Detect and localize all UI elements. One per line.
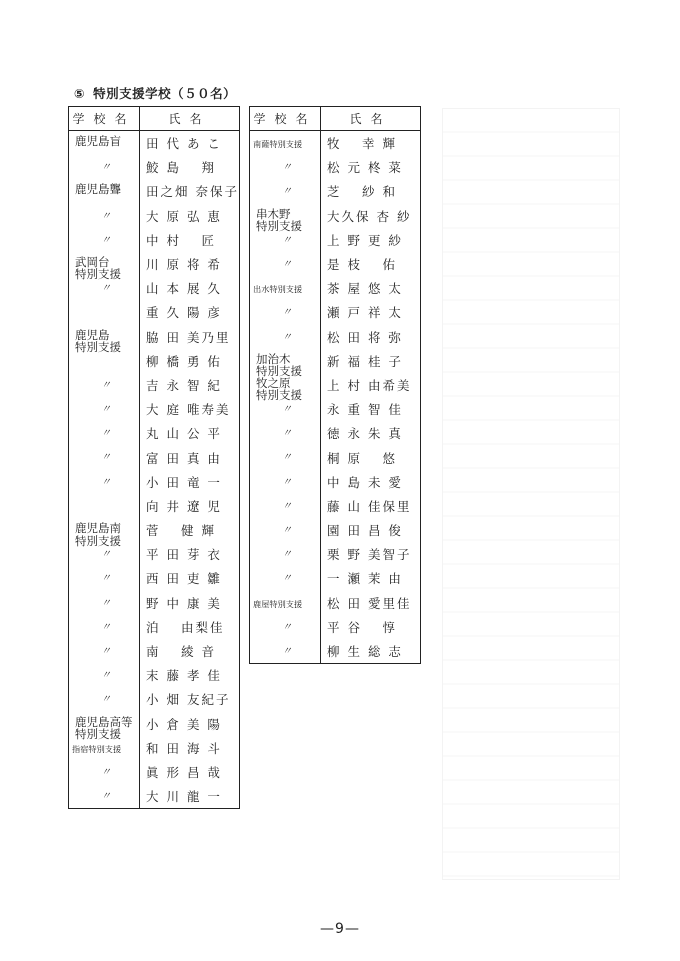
school-cell [250,639,321,664]
table-row [250,421,421,445]
school-name: 武岡台 特別支援 [75,254,121,282]
name-cell [321,591,421,615]
school-cell [69,470,140,494]
student-name: 大 原 弘 恵 [146,208,222,224]
school-cell [69,615,140,639]
student-name: 眞 形 昌 哉 [146,764,222,780]
table-row [250,179,421,203]
school-cell [69,397,140,421]
school-name: 〃 [282,452,292,464]
school-name: 〃 [282,404,292,416]
school-name: 〃 [101,404,111,416]
table-row [69,712,240,736]
student-name: 重 久 陽 彦 [146,305,222,321]
name-cell [321,494,421,518]
table-row [250,591,421,615]
student-name: 川 原 将 希 [146,257,222,273]
name-cell [140,784,240,809]
school-name: 〃 [282,162,292,174]
school-cell [250,276,321,300]
school-name: 〃 [282,307,292,319]
school-name: 加治木 特別支援 [256,351,302,379]
student-name: 向 井 遼 児 [146,498,222,514]
student-name: 西 田 吏 雛 [146,571,222,587]
school-cell [250,325,321,349]
school-column-header: 学校名 [69,107,140,131]
name-cell [140,373,240,397]
student-name: 末 藤 孝 佳 [146,668,222,684]
school-cell [69,131,140,156]
name-cell [140,421,240,445]
table-row [250,566,421,590]
name-cell [321,518,421,542]
school-name: 〃 [282,549,292,561]
name-cell [321,542,421,566]
school-name: 鹿児島盲 [75,134,121,148]
student-name: 菅 健 輝 [146,523,216,539]
school-name: 〃 [101,694,111,706]
table-row [69,566,240,590]
page-number: —9— [320,921,360,937]
student-name: 南 綾 音 [146,644,216,660]
student-name: 是 枝 佑 [327,257,397,273]
name-cell [140,615,240,639]
name-cell [140,155,240,179]
name-cell [321,179,421,203]
school-name: 〃 [101,162,111,174]
school-name: 〃 [282,500,292,512]
table-row [69,639,240,663]
student-name: 大 庭 唯寿美 [146,402,231,418]
student-name: 松 田 将 弥 [327,329,403,345]
name-cell [321,349,421,373]
student-name: 徳 永 朱 真 [327,426,403,442]
school-name: 鹿児島 特別支援 [75,327,121,354]
student-name: 柳 橋 勇 佑 [146,353,222,369]
school-cell [69,445,140,469]
school-cell [69,518,140,548]
school-name: 〃 [101,597,111,609]
name-column-header: 氏名 [321,107,421,131]
school-cell [250,179,321,203]
student-name: 田 代 あ こ [146,136,222,152]
name-cell [321,131,421,156]
name-cell [321,639,421,664]
school-name: 鹿児島南 特別支援 [75,521,121,548]
school-cell [69,204,140,228]
table-header-row [69,107,240,131]
student-name: 松 田 愛里佳 [327,595,412,611]
name-cell [321,470,421,494]
school-name: 〃 [101,476,111,488]
bleed-through-background [442,108,620,880]
school-cell [69,494,140,518]
school-name: 〃 [101,549,111,561]
student-name: 上 村 由希美 [327,377,412,393]
school-cell [250,445,321,469]
school-name: 〃 [101,573,111,585]
school-name: 〃 [282,186,292,198]
student-name: 大久保 杏 紗 [327,208,412,224]
table-row [250,300,421,324]
student-name: 丸 山 公 平 [146,426,222,442]
table-row [69,445,240,469]
table-row [69,663,240,687]
school-name: 鹿屋特別支援 [253,598,303,609]
school-name: 出水特別支援 [253,284,303,295]
table-row [69,252,240,276]
name-cell [140,591,240,615]
table-row [250,204,421,228]
table-row [69,784,240,809]
school-name: 〃 [282,621,292,633]
name-column-header: 氏名 [140,107,240,131]
school-name: 〃 [282,234,292,246]
student-name: 栗 野 美智子 [327,547,412,563]
name-cell [321,228,421,252]
table-row [69,494,240,518]
school-name: 南薩特別支援 [253,139,303,149]
table-row [69,615,240,639]
school-name: 〃 [282,645,292,657]
name-cell [321,373,421,397]
table-row [69,300,240,324]
school-name: 〃 [282,428,292,440]
name-cell [140,542,240,566]
table-row [250,639,421,664]
school-cell [250,591,321,615]
table-row [250,615,421,639]
school-name: 〃 [282,476,292,488]
table-row [69,518,240,542]
school-name: 〃 [101,210,111,222]
section-title: 特別支援学校（５０名） [93,86,237,101]
school-name: 指宿特別支援 [72,743,122,754]
name-cell [321,445,421,469]
student-name: 中 島 未 愛 [327,474,403,490]
school-cell [69,591,140,615]
school-cell [250,131,321,156]
name-cell [140,518,240,542]
table-row [69,131,240,156]
student-name: 小 田 竜 一 [146,474,222,490]
school-cell [250,204,321,234]
table-row [69,760,240,784]
name-cell [140,445,240,469]
table-row [69,591,240,615]
student-name: 柳 生 総 志 [327,644,403,660]
school-cell [69,325,140,354]
table-row [69,373,240,397]
student-name: 瀬 戸 祥 太 [327,305,403,321]
school-cell [69,228,140,252]
school-cell [69,252,140,282]
table-row [69,421,240,445]
table-header-row [250,107,421,131]
name-cell [321,421,421,445]
name-cell [140,325,240,349]
school-cell [250,542,321,566]
student-name: 桐 原 悠 [327,450,397,466]
school-name: 〃 [101,791,111,803]
student-name: 平 田 芽 衣 [146,547,222,563]
school-name: 鹿児島聾 [75,182,121,197]
table-row [250,445,421,469]
roster-table-right [249,106,421,664]
name-cell [321,325,421,349]
name-cell [140,736,240,760]
school-cell [69,663,140,687]
school-name: 〃 [282,525,292,536]
student-name: 永 重 智 佳 [327,402,403,418]
school-cell [69,639,140,663]
name-cell [140,131,240,156]
school-cell [250,421,321,445]
table-row [69,325,240,349]
roster-table-left [68,106,240,809]
table-row [250,276,421,300]
school-cell [69,784,140,809]
school-cell [69,760,140,784]
student-name: 山 本 展 久 [146,281,222,297]
school-name: 〃 [101,645,111,657]
table-row [250,325,421,349]
table-row [250,252,421,276]
name-cell [140,300,240,324]
student-name: 一 瀬 茉 由 [327,571,403,587]
table-row [250,155,421,179]
table-row [69,470,240,494]
name-cell [140,179,240,203]
table-row [69,687,240,711]
school-cell [69,155,140,179]
table-row [250,470,421,494]
student-name: 新 福 桂 子 [327,353,403,369]
school-cell [250,494,321,518]
school-name: 〃 [282,573,292,585]
table-row [250,518,421,542]
student-name: 野 中 康 美 [146,595,222,611]
student-name: 脇 田 美乃里 [146,329,231,345]
table-row [250,373,421,397]
school-cell [69,300,140,324]
student-name: 園 田 昌 俊 [327,523,403,539]
school-cell [250,566,321,590]
name-cell [140,276,240,300]
name-cell [140,760,240,784]
student-name: 和 田 海 斗 [146,740,222,756]
school-cell [250,470,321,494]
school-name: 〃 [101,621,111,633]
school-name: 〃 [101,670,111,682]
school-name: 串木野 特別支援 [256,206,302,234]
student-name: 小 畑 友紀子 [146,692,231,708]
school-cell [69,566,140,590]
school-cell [250,300,321,324]
school-name: 牧之原 特別支援 [256,375,302,403]
student-name: 大 川 龍 一 [146,789,222,805]
student-name: 吉 永 智 紀 [146,377,222,393]
name-cell [321,300,421,324]
table-row [250,349,421,373]
name-cell [140,687,240,711]
table-row [69,204,240,228]
section-number: ⑤ [74,86,86,101]
name-cell [321,397,421,421]
table-row [250,131,421,156]
student-name: 小 倉 美 陽 [146,716,222,732]
student-name: 田之畑 奈保子 [146,184,239,200]
school-name: 〃 [282,258,292,270]
school-name: 〃 [101,428,111,440]
section-heading [74,84,236,102]
school-cell [250,155,321,179]
student-name: 中 村 匠 [146,232,216,248]
school-name: 〃 [282,331,292,343]
student-name: 鮫 島 翔 [146,160,216,176]
school-name: 〃 [101,766,111,778]
school-cell [250,252,321,276]
school-cell [250,615,321,639]
name-cell [140,228,240,252]
student-name: 上 野 更 紗 [327,232,403,248]
school-name: 〃 [101,283,111,295]
school-cell [69,712,140,741]
table-row [250,542,421,566]
name-cell [140,639,240,663]
table-row [250,494,421,518]
school-name: 〃 [101,234,111,246]
student-name: 富 田 真 由 [146,450,222,466]
name-cell [321,566,421,590]
student-name: 藤 山 佳保里 [327,498,412,514]
name-cell [140,204,240,228]
student-name: 牧 幸 輝 [327,136,397,152]
name-cell [321,615,421,639]
school-cell [69,421,140,445]
table-row [69,155,240,179]
name-cell [140,470,240,494]
student-name: 泊 由梨佳 [146,619,225,635]
school-name: 〃 [101,379,111,391]
name-cell [140,252,240,276]
name-cell [321,204,421,228]
student-name: 松 元 柊 菜 [327,160,403,176]
table-row [69,397,240,421]
student-name: 芝 紗 和 [327,184,397,200]
table-row [69,228,240,252]
name-cell [140,712,240,736]
name-cell [321,276,421,300]
table-row [69,179,240,203]
school-cell [250,518,321,542]
student-name: 茶 屋 悠 太 [327,281,403,297]
name-cell [321,252,421,276]
name-cell [140,566,240,590]
school-column-header: 学校名 [250,107,321,131]
school-cell [250,349,321,379]
school-name: 〃 [101,452,111,464]
school-cell [69,373,140,397]
name-cell [140,397,240,421]
name-cell [140,494,240,518]
student-name: 平 谷 惇 [327,619,397,635]
school-name: 鹿児島高等 特別支援 [75,714,133,741]
name-cell [140,663,240,687]
name-cell [321,155,421,179]
name-cell [140,349,240,373]
school-cell [69,687,140,711]
school-cell [69,179,140,203]
school-cell [250,373,321,403]
